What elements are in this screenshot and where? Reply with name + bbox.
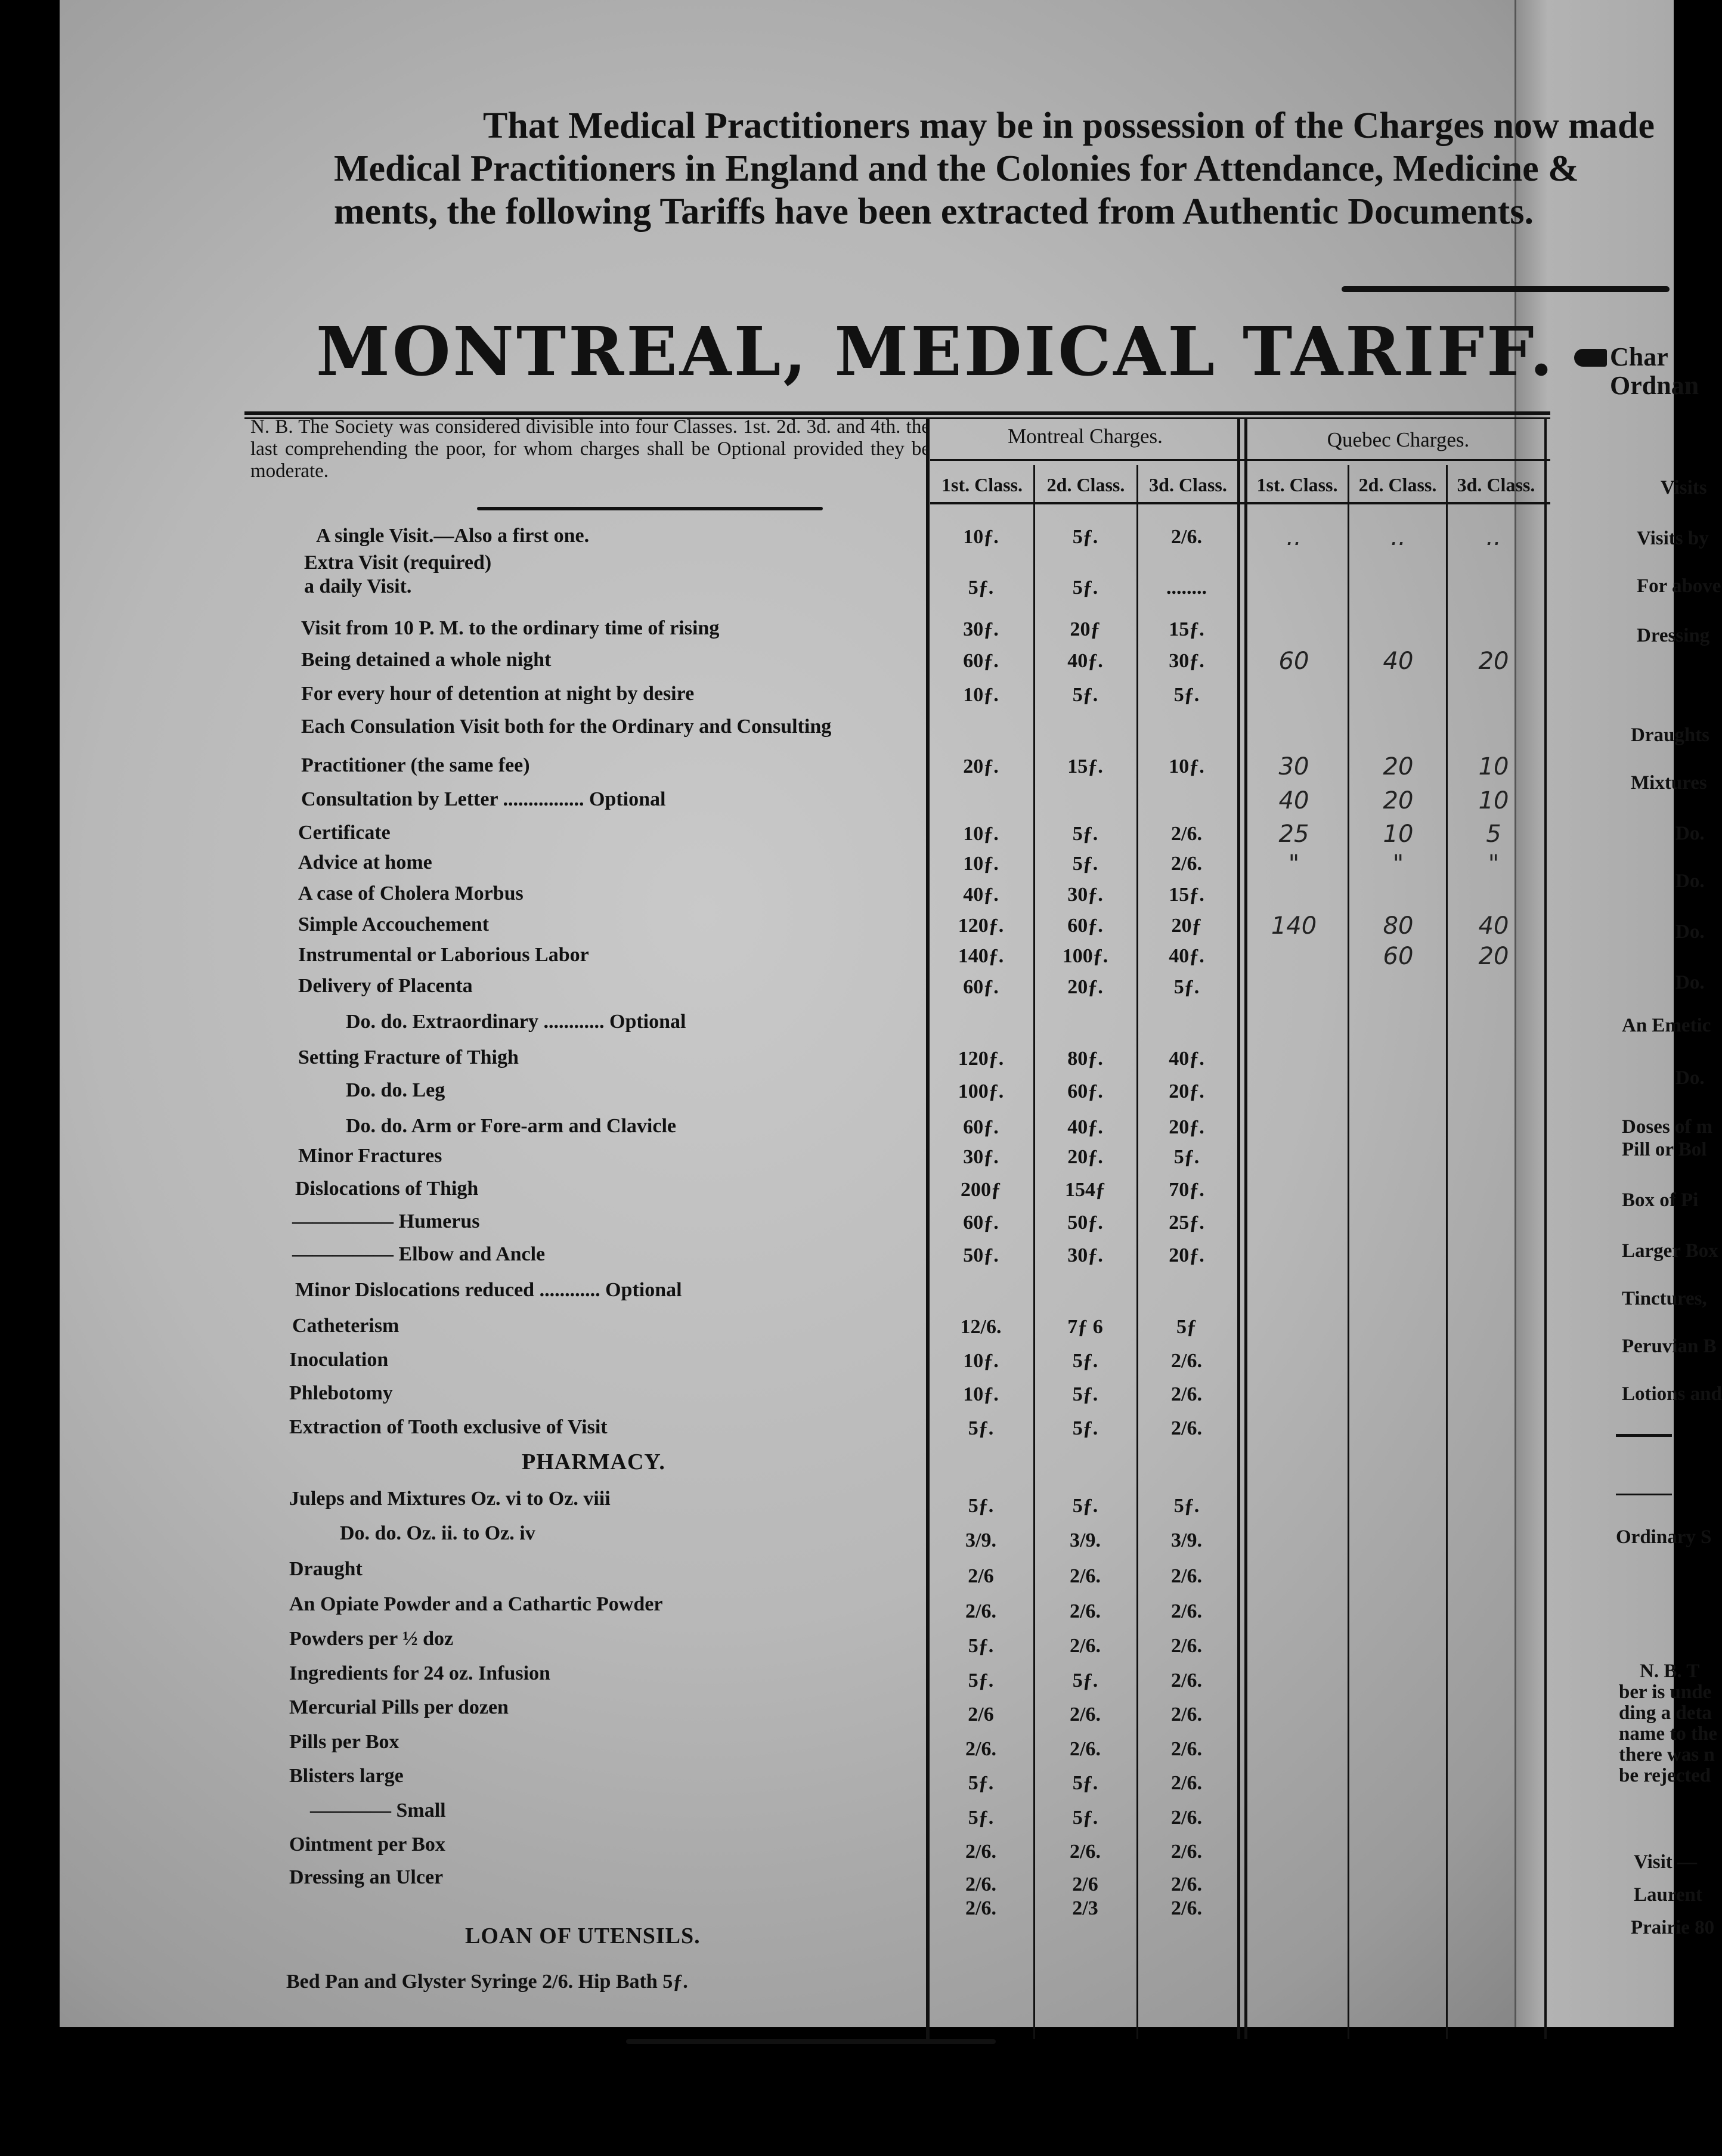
intro-line-2: Medical Practitioners in England and the Colonies for Attendance, Medicine & [334,148,1579,189]
quebec-charge-handwritten: 20 [1383,753,1414,780]
montreal-charge-cell: 10ƒ. [963,823,999,845]
quebec-charge-handwritten: 20 [1383,787,1414,814]
quebec-charge-handwritten: 10 [1478,787,1509,814]
quebec-charge-handwritten: 20 [1478,648,1509,675]
right-side-label: ber is unde [1619,1681,1712,1703]
quebec-charge-handwritten: 30 [1278,753,1309,780]
montreal-charge-cell: 154ƒ [1065,1179,1105,1201]
right-side-label: Do. [1675,1067,1705,1089]
column-header-rule [930,502,1550,504]
pharmacy-charge-cell: 2/6. [965,1897,996,1919]
quebec-charge-handwritten: " [1392,850,1404,878]
quebec-charge-handwritten: 10 [1478,753,1509,780]
pharmacy-charge-cell: 2/6. [1070,1635,1101,1657]
quebec-charge-handwritten: " [1488,850,1500,878]
quebec-charge-handwritten: 5 [1486,820,1501,848]
pharmacy-charge-cell: 5ƒ. [968,1669,994,1692]
montreal-charge-cell: 20ƒ. [1169,1244,1204,1266]
montreal-charge-cell: ........ [1166,577,1207,599]
montreal-charge-cell: 5ƒ. [1072,1350,1098,1372]
tariff-row-label: Catheterism [292,1315,399,1337]
right-side-label: Doses of m [1622,1116,1713,1138]
quebec-charge-handwritten: 60 [1383,943,1414,970]
pharmacy-charge-cell: 5ƒ. [1173,1495,1200,1517]
pharmacy-charge-cell: 2/6. [1070,1841,1101,1863]
montreal-charge-cell: 20ƒ [1171,915,1202,937]
montreal-charge-cell: 7ƒ 6 [1067,1316,1103,1338]
montreal-charge-cell: 15ƒ. [1169,618,1204,640]
tariff-row-label: Advice at home [298,851,432,873]
pharmacy-charge-cell: 2/6 [968,1703,994,1726]
pharmacy-charge-cell: 2/6. [1171,1600,1202,1622]
col-quebec-3d: 3d. Class. [1457,474,1535,495]
pharmacy-charge-cell: 2/6 [968,1565,994,1587]
pharmacy-charge-cell: 5ƒ. [968,1635,994,1657]
tariff-row-label: ————— Elbow and Ancle [292,1243,546,1265]
montreal-charge-cell: 5ƒ. [968,1417,994,1439]
pharmacy-row-label: Blisters large [289,1765,404,1787]
right-side-label: Visits by [1637,528,1709,549]
tariff-row-label: Delivery of Placenta [298,975,473,997]
col-divider-2 [1136,465,1138,2039]
montreal-charge-cell: 20ƒ [1070,618,1101,640]
pharmacy-charge-cell: 5ƒ. [968,1807,994,1829]
montreal-charge-cell: 30ƒ. [963,618,999,640]
pharmacy-charge-cell: 2/6. [1171,1772,1202,1794]
montreal-charge-cell: 60ƒ. [963,1212,999,1234]
right-side-label: Pill or Bol [1622,1139,1707,1160]
montreal-charge-cell: 20ƒ. [1067,976,1103,998]
montreal-charge-cell: 5ƒ. [1173,1146,1200,1168]
montreal-charge-cell: 30ƒ. [963,1146,999,1168]
pharmacy-charge-cell: 2/6. [1070,1738,1101,1760]
pharmacy-charge-cell: 2/6. [965,1841,996,1863]
pharmacy-title: PHARMACY. [522,1449,665,1474]
quebec-charges-header: Quebec Charges. [1327,428,1470,451]
montreal-charge-cell: 50ƒ. [963,1244,999,1266]
right-side-label: Dressing [1637,625,1710,646]
right-side-label: be rejected [1619,1765,1711,1786]
right-side-label: Do. [1675,871,1705,892]
montreal-charge-cell: 20ƒ. [1169,1116,1204,1138]
pharmacy-charge-cell: 5ƒ. [1072,1807,1098,1829]
montreal-charge-cell: 20ƒ. [1169,1080,1204,1102]
pharmacy-charge-cell: 2/6 [1072,1873,1098,1895]
montreal-charge-cell: 15ƒ. [1067,755,1103,777]
tariff-row-label: Do. do. Extraordinary ............ Optional [346,1011,686,1033]
pharmacy-charge-cell: 2/6. [1171,1841,1202,1863]
right-header-line-1: Char [1610,342,1668,371]
montreal-charge-cell: 40ƒ. [963,884,999,906]
montreal-charge-cell: 120ƒ. [958,1048,1004,1070]
pharmacy-charge-cell: 2/6. [1171,1897,1202,1919]
montreal-charge-cell: 30ƒ. [1169,650,1204,672]
montreal-charge-cell: 30ƒ. [1067,1244,1103,1266]
montreal-charge-cell: 2/6. [1171,1383,1202,1405]
pharmacy-charge-cell: 2/6. [965,1600,996,1622]
montreal-charge-cell: 25ƒ. [1169,1212,1204,1234]
quebec-charge-handwritten: 40 [1278,787,1309,814]
pharmacy-row-label: Ingredients for 24 oz. Infusion [289,1662,550,1684]
montreal-charge-cell: 140ƒ. [958,945,1004,967]
intro-line-1: That Medical Practitioners may be in possession of the Charges now made [483,106,1655,146]
pharmacy-row-label: Do. do. Oz. ii. to Oz. iv [340,1522,535,1544]
montreal-charge-cell: 12/6. [960,1316,1002,1338]
right-side-label: Laurent [1634,1884,1702,1906]
pharmacy-row-label: Dressing an Ulcer [289,1866,444,1888]
pharmacy-charge-cell: 2/3 [1072,1897,1098,1919]
montreal-charges-header: Montreal Charges. [1008,425,1163,448]
montreal-charge-cell: 15ƒ. [1169,884,1204,906]
montreal-charge-cell: 2/6. [1171,823,1202,845]
quebec-charge-handwritten: 40 [1383,648,1414,675]
montreal-charge-cell: 60ƒ. [963,1116,999,1138]
pharmacy-charge-cell: 5ƒ. [1072,1669,1098,1692]
col-divider-5 [1446,465,1448,2039]
tariff-row-label: Phlebotomy [289,1382,393,1404]
pharmacy-charge-cell: 5ƒ. [968,1772,994,1794]
montreal-charge-cell: 5ƒ. [1072,1383,1098,1405]
quebec-charge-handwritten: 60 [1278,648,1309,675]
right-side-label: Do. [1675,823,1705,844]
montreal-charge-cell: 200ƒ [961,1179,1001,1201]
montreal-quebec-divider-a [1237,417,1240,2039]
pharmacy-charge-cell: 2/6. [1070,1565,1101,1587]
pharmacy-row-label: Draught [289,1558,363,1580]
right-side-label: An Emetic [1622,1015,1711,1036]
right-side-label: Draughts [1631,724,1710,746]
right-side-label: Ordinary S [1616,1526,1712,1548]
right-side-label: Lotions and [1622,1383,1722,1405]
montreal-charge-cell: 5ƒ. [1072,684,1098,706]
page-title: MONTREAL, MEDICAL TARIFF. [316,313,1556,391]
montreal-charge-cell: 2/6. [1171,526,1202,548]
tariff-row-label: Minor Fractures [298,1145,442,1167]
intro-line-3: ments, the following Tariffs have been extracted from Authentic Documents. [334,191,1534,232]
montreal-charge-cell: 80ƒ. [1067,1048,1103,1070]
pharmacy-row-label: Ointment per Box [289,1833,445,1855]
table-right-edge [1544,417,1547,2039]
tariff-row-label: Extra Visit (required) [304,552,492,574]
right-header-line-2: Ordnan [1610,371,1699,400]
tariff-row-label: Do. do. Arm or Fore-arm and Clavicle [346,1115,676,1137]
bottom-ornament [626,2039,996,2044]
tariff-row-label: Minor Dislocations reduced ............ Optional [295,1279,682,1301]
tariff-row-label: Each Consulation Visit both for the Ordinary and Consulting [301,715,832,738]
col-montreal-2d: 2d. Class. [1046,474,1125,495]
tariff-row-label: Practitioner (the same fee) [301,754,530,776]
tariff-row-label: ————— Humerus [292,1210,480,1232]
group-header-rule [930,459,1550,461]
montreal-charge-cell: 40ƒ. [1169,945,1204,967]
montreal-charge-cell: 40ƒ. [1067,1116,1103,1138]
montreal-charge-cell: 2/6. [1171,1350,1202,1372]
montreal-charge-cell: 120ƒ. [958,915,1004,937]
tariff-row-label: Being detained a whole night [301,649,552,671]
montreal-charge-cell: 40ƒ. [1169,1048,1204,1070]
col-quebec-1st: 1st. Class. [1256,474,1338,495]
pharmacy-row-label: ———— Small [310,1799,446,1822]
montreal-charge-cell: 5ƒ. [1173,684,1200,706]
tariff-row-label: Dislocations of Thigh [295,1178,479,1200]
right-side-label: name to the [1619,1723,1717,1745]
right-side-label: Prairie 80 [1631,1917,1715,1938]
society-note: N. B. The Society was considered divisible into four Classes. 1st. 2d. 3d. and 4th. the last comprehending the poor, for whom charges shall be Optional provided they be moderate. [250,416,930,482]
document-page [60,0,1722,2027]
montreal-charge-cell: 5ƒ. [1072,823,1098,845]
montreal-charge-cell: 10ƒ. [963,1350,999,1372]
montreal-charge-cell: 60ƒ. [963,650,999,672]
quebec-charge-handwritten: 80 [1383,912,1414,940]
right-side-label: N. B. T [1640,1661,1700,1682]
tariff-row-label: Do. do. Leg [346,1079,445,1101]
right-side-label: Do. [1675,921,1705,943]
quebec-charge-handwritten: 20 [1478,943,1509,970]
note-ornament [477,507,823,510]
pharmacy-charge-cell: 2/6. [1171,1669,1202,1692]
montreal-charge-cell: 10ƒ. [1169,755,1204,777]
right-side-label: Mixtures [1631,772,1707,794]
montreal-charge-cell: 10ƒ. [963,853,999,875]
tariff-row-label: Extraction of Tooth exclusive of Visit [289,1416,608,1438]
tariff-row-label: Instrumental or Laborious Labor [298,944,589,966]
right-side-label: Larger Box [1622,1240,1718,1262]
col-montreal-3d: 3d. Class. [1149,474,1227,495]
pharmacy-charge-cell: 2/6. [1070,1600,1101,1622]
quebec-charge-handwritten: 140 [1271,912,1317,940]
ornamental-rule-top [1342,286,1670,292]
tariff-row-label: a daily Visit. [304,575,412,597]
tariff-row-label: Certificate [298,822,391,844]
pointing-hand-icon [1574,349,1607,367]
montreal-charge-cell: 5ƒ [1176,1316,1197,1338]
montreal-charge-cell: 30ƒ. [1067,884,1103,906]
right-side-label: there was n [1619,1744,1715,1765]
montreal-charge-cell: 5ƒ. [1072,526,1098,548]
col-divider-4 [1348,465,1349,2039]
pharmacy-row-label: Juleps and Mixtures Oz. vi to Oz. viii [289,1488,611,1510]
montreal-charge-cell: 60ƒ. [1067,1080,1103,1102]
montreal-charge-cell: 10ƒ. [963,526,999,548]
montreal-charge-cell: 5ƒ. [1072,577,1098,599]
montreal-charge-cell: 5ƒ. [1072,1417,1098,1439]
pharmacy-charge-cell: 2/6. [1171,1738,1202,1760]
quebec-charge-handwritten: 25 [1278,820,1309,848]
loan-text: Bed Pan and Glyster Syringe 2/6. Hip Bath 5ƒ. [286,1971,688,1993]
montreal-charge-cell: 20ƒ. [1067,1146,1103,1168]
right-side-label: Visit — [1634,1851,1698,1873]
montreal-charge-cell: 60ƒ. [1067,915,1103,937]
montreal-charge-cell: 70ƒ. [1169,1179,1204,1201]
pharmacy-row-label: Pills per Box [289,1731,399,1753]
tariff-row-label: A case of Cholera Morbus [298,882,524,904]
montreal-charge-cell: 20ƒ. [963,755,999,777]
pharmacy-charge-cell: 3/9. [965,1529,996,1551]
table-top-rule [244,411,1550,415]
pharmacy-charge-cell: 2/6. [1070,1703,1101,1726]
right-side-label: Do. [1675,972,1705,993]
tariff-row-label: Simple Accouchement [298,913,490,935]
montreal-charge-cell: 5ƒ. [1173,976,1200,998]
pharmacy-row-label: Powders per ½ doz [289,1628,454,1650]
montreal-charge-cell: 10ƒ. [963,1383,999,1405]
right-side-label: Peruvian B [1622,1336,1717,1357]
montreal-charge-cell: 100ƒ. [1062,945,1108,967]
montreal-charge-cell: 2/6. [1171,853,1202,875]
montreal-charge-cell: 100ƒ. [958,1080,1004,1102]
side-rule-2 [1616,1494,1672,1495]
pharmacy-charge-cell: 5ƒ. [1072,1772,1098,1794]
intro-paragraph [334,104,1705,233]
montreal-charge-cell: 40ƒ. [1067,650,1103,672]
pharmacy-charge-cell: 2/6. [1171,1807,1202,1829]
pharmacy-row-label: An Opiate Powder and a Cathartic Powder [289,1593,663,1615]
right-side-label: Box of Pi [1622,1189,1699,1211]
quebec-charge-handwritten: 10 [1383,820,1414,848]
montreal-charge-cell: 5ƒ. [968,577,994,599]
quebec-charge-handwritten: .. [1390,523,1406,551]
col-montreal-1st: 1st. Class. [941,474,1023,495]
tariff-row-label: Inoculation [289,1349,389,1371]
montreal-quebec-divider-b [1244,417,1247,2039]
right-header [1610,343,1699,400]
pharmacy-charge-cell: 3/9. [1070,1529,1101,1551]
side-rule-1 [1616,1434,1672,1437]
montreal-charge-cell: 2/6. [1171,1417,1202,1439]
loan-title: LOAN OF UTENSILS. [465,1923,701,1949]
tariff-row-label: A single Visit.—Also a first one. [316,525,590,547]
quebec-charge-handwritten: " [1288,850,1300,878]
quebec-charge-handwritten: 40 [1478,912,1509,940]
label-column-divider [926,417,930,2039]
quebec-charge-handwritten: .. [1286,523,1302,551]
montreal-charge-cell: 10ƒ. [963,684,999,706]
right-side-label: Visits [1661,477,1707,498]
quebec-charge-handwritten: .. [1486,523,1501,551]
tariff-row-label: Consultation by Letter ................ Optional [301,788,666,810]
montreal-charge-cell: 60ƒ. [963,976,999,998]
pharmacy-charge-cell: 5ƒ. [968,1495,994,1517]
tariff-row-label: Setting Fracture of Thigh [298,1046,519,1068]
pharmacy-row-label: Mercurial Pills per dozen [289,1696,509,1718]
tariff-row-label: For every hour of detention at night by desire [301,683,695,705]
pharmacy-charge-cell: 2/6. [965,1738,996,1760]
pharmacy-charge-cell: 2/6. [965,1873,996,1895]
col-divider-1 [1033,465,1035,2039]
pharmacy-charge-cell: 3/9. [1171,1529,1202,1551]
right-side-label: ding a deta [1619,1702,1712,1724]
pharmacy-charge-cell: 2/6. [1171,1635,1202,1657]
pharmacy-charge-cell: 5ƒ. [1072,1495,1098,1517]
pharmacy-charge-cell: 2/6. [1171,1703,1202,1726]
right-side-label: For above [1637,575,1721,597]
tariff-row-label: Visit from 10 P. M. to the ordinary time of rising [301,617,720,639]
montreal-charge-cell: 5ƒ. [1072,853,1098,875]
pharmacy-charge-cell: 2/6. [1171,1873,1202,1895]
right-side-label: Tinctures, [1622,1288,1707,1309]
montreal-charge-cell: 50ƒ. [1067,1212,1103,1234]
col-quebec-2d: 2d. Class. [1358,474,1437,495]
pharmacy-charge-cell: 2/6. [1171,1565,1202,1587]
